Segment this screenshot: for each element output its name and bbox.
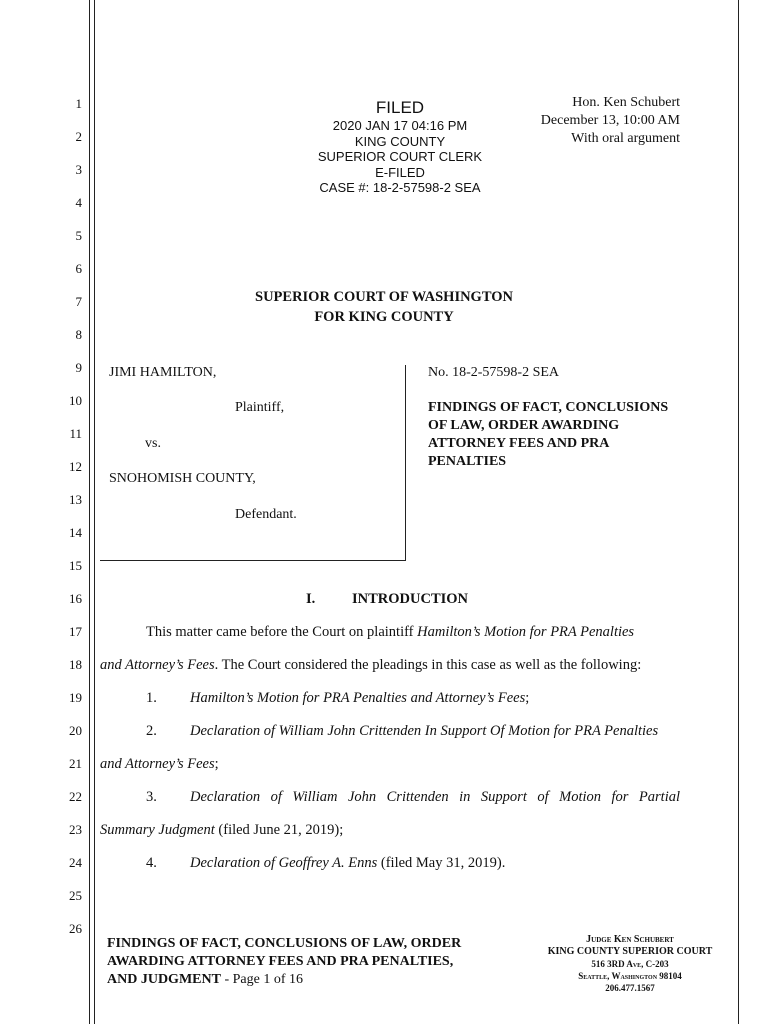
- line-number: 6: [75, 261, 82, 276]
- list-item-tail: ;: [525, 690, 530, 706]
- document-title-line: OF LAW, ORDER AWARDING: [428, 418, 620, 433]
- case-number: No. 18-2-57598-2 SEA: [428, 365, 560, 380]
- body-text: . The Court considered the pleadings in this case as well as the following:: [214, 657, 642, 673]
- line-number: 4: [75, 195, 82, 210]
- footer-document-title: [107, 935, 527, 989]
- footer-title-line: FINDINGS OF FACT, CONCLUSIONS OF LAW, ORDER: [107, 936, 462, 951]
- line-number: 21: [69, 756, 82, 771]
- left-border-line-inner: [94, 0, 95, 1024]
- defendant-role: Defendant.: [235, 507, 297, 522]
- list-item-text: Summary Judgment: [100, 822, 215, 838]
- filed-stamp-clerk: SUPERIOR COURT CLERK: [317, 149, 483, 164]
- list-item: [190, 855, 505, 872]
- list-item-text: Declaration of Geoffrey A. Enns: [190, 855, 378, 871]
- footer-court-address: [535, 934, 725, 994]
- list-item-number: 4.: [146, 855, 157, 871]
- court-county: FOR KING COUNTY: [314, 309, 454, 325]
- list-item-text: Declaration of William John Crittenden In Support Of Motion for PRA Penalties: [190, 723, 659, 739]
- versus: vs.: [145, 436, 161, 451]
- body-motion-title: Hamilton’s Motion for PRA Penalties: [417, 624, 635, 640]
- filed-stamp-case-number: CASE #: 18-2-57598-2 SEA: [319, 180, 481, 195]
- line-number: 14: [69, 525, 82, 540]
- section-numeral: I.: [306, 591, 316, 607]
- plaintiff-role: Plaintiff,: [235, 400, 285, 415]
- filed-stamp-efiled: E-FILED: [375, 164, 425, 180]
- defendant-name: SNOHOMISH COUNTY,: [109, 471, 256, 486]
- section-heading: INTRODUCTION: [352, 591, 469, 607]
- line-number: 10: [69, 393, 82, 408]
- line-number: 11: [69, 426, 82, 441]
- line-number: 26: [69, 921, 82, 936]
- list-item-number: 2.: [146, 723, 157, 739]
- line-number: 15: [69, 558, 82, 573]
- judge-block: [480, 94, 680, 148]
- line-number: 1: [75, 96, 82, 111]
- line-number: 24: [69, 855, 82, 870]
- list-item-text: and Attorney’s Fees: [100, 756, 215, 772]
- document-title-line: PENALTIES: [428, 454, 507, 469]
- footer-city: Seattle, Washington 98104: [578, 971, 682, 981]
- left-border-line-outer: [89, 0, 90, 1024]
- document-title-line: FINDINGS OF FACT, CONCLUSIONS: [428, 400, 669, 415]
- body-motion-title-cont: and Attorney’s Fees: [100, 657, 215, 673]
- line-number: 18: [69, 657, 82, 672]
- footer-street: 516 3RD Ave, C-203: [591, 959, 669, 969]
- oral-argument-note: With oral argument: [571, 131, 680, 146]
- list-item-tail: (filed May 31, 2019).: [377, 855, 506, 871]
- filed-stamp-title: FILED: [375, 98, 425, 117]
- line-number: 13: [69, 492, 82, 507]
- footer-title-text: AND JUDGMENT: [107, 972, 221, 987]
- body-paragraph-line: [100, 657, 680, 674]
- document-title-line: ATTORNEY FEES AND PRA: [428, 436, 610, 451]
- line-number: 25: [69, 888, 82, 903]
- list-item: [190, 723, 658, 740]
- filed-stamp-county: KING COUNTY: [354, 133, 446, 149]
- line-number: 2: [75, 129, 82, 144]
- plaintiff-name: JIMI HAMILTON,: [109, 365, 217, 380]
- list-item-tail: (filed June 21, 2019);: [214, 822, 344, 838]
- right-border-line: [738, 0, 739, 1024]
- line-number: 3: [75, 162, 82, 177]
- footer-phone: 206.477.1567: [605, 983, 655, 993]
- judge-name: Hon. Ken Schubert: [572, 95, 680, 110]
- court-name: SUPERIOR COURT OF WASHINGTON: [255, 289, 513, 305]
- list-item-number: 1.: [146, 690, 157, 706]
- footer-title-line: AWARDING ATTORNEY FEES AND PRA PENALTIES,: [107, 954, 454, 969]
- line-number: 16: [69, 591, 82, 606]
- line-number: 7: [75, 294, 82, 309]
- line-number: 22: [69, 789, 82, 804]
- page-number: - Page 1 of 16: [220, 972, 303, 987]
- list-item-tail: ;: [214, 756, 219, 772]
- footer-court: KING COUNTY SUPERIOR COURT: [547, 946, 713, 957]
- document-title: [428, 399, 708, 471]
- hearing-datetime: December 13, 10:00 AM: [540, 113, 680, 128]
- line-number: 12: [69, 459, 82, 474]
- line-number: 17: [69, 624, 82, 639]
- line-number: 5: [75, 228, 82, 243]
- body-text: This matter came before the Court on plaintiff: [146, 624, 418, 640]
- list-item-number: 3.: [146, 789, 157, 805]
- body-paragraph-line: [146, 624, 680, 641]
- caption-box: [100, 365, 406, 561]
- filed-stamp: [300, 98, 500, 196]
- list-item-continuation: [100, 756, 219, 773]
- list-item-text: Declaration of William John Crittenden in Support of Motion for Partial: [190, 789, 680, 805]
- list-item-text: Hamilton’s Motion for PRA Penalties and Attorney’s Fees: [190, 690, 526, 706]
- line-number: 8: [75, 327, 82, 342]
- line-number: 19: [69, 690, 82, 705]
- filed-stamp-datetime: 2020 JAN 17 04:16 PM: [332, 118, 468, 133]
- footer-judge: Judge Ken Schubert: [586, 934, 674, 945]
- line-number: 9: [75, 360, 82, 375]
- list-item: [190, 690, 529, 707]
- footer-title-line-last: [107, 971, 527, 989]
- list-item: [190, 789, 680, 806]
- line-number: 23: [69, 822, 82, 837]
- list-item-continuation: [100, 822, 343, 839]
- line-number: 20: [69, 723, 82, 738]
